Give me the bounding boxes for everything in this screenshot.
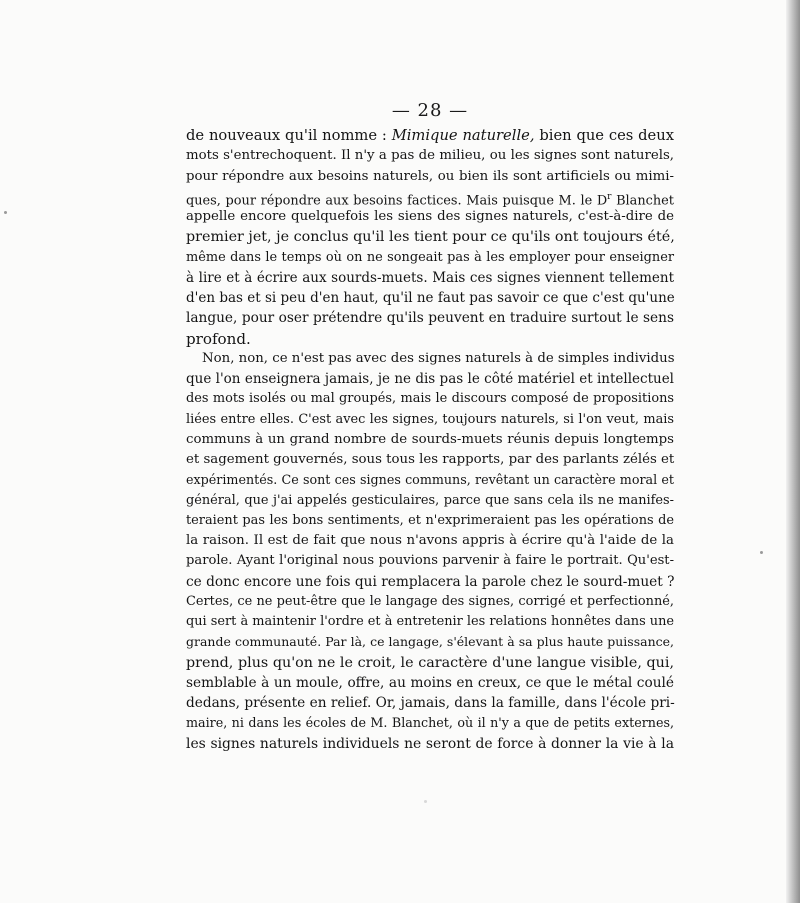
- text-line: de nouveaux qu'il nomme : Mimique naturelle, bien que ces deux: [186, 127, 674, 144]
- text-line: même dans le temps où on ne songeait pas à les employer pour enseigner: [186, 249, 674, 265]
- text-line: communs à un grand nombre de sourds-muets réunis depuis longtemps: [186, 431, 674, 447]
- text-line: liées entre elles. C'est avec les signes, toujours naturels, si l'on veut, mais: [186, 411, 674, 427]
- paragraph-1: [186, 126, 674, 349]
- page-number: — 28 —: [391, 100, 469, 121]
- text-line: Non, non, ce n'est pas avec des signes naturels à de simples individus: [202, 350, 675, 366]
- page-edge-shadow: [786, 0, 800, 903]
- text-line: mots s'entrechoquent. Il n'y a pas de milieu, ou les signes sont naturels,: [186, 148, 674, 164]
- text-line: appelle encore quelquefois les siens des signes naturels, c'est-à-dire de: [186, 209, 674, 224]
- text-line: maire, ni dans les écoles de M. Blanchet, où il n'y a que de petits externes,: [186, 715, 674, 731]
- text-line: la raison. Il est de fait que nous n'avons appris à écrire qu'à l'aide de la: [186, 533, 674, 548]
- text-line: des mots isolés ou mal groupés, mais le discours composé de propositions: [186, 391, 674, 407]
- text-line: semblable à un moule, offre, au moins en creux, ce que le métal coulé: [186, 674, 674, 691]
- text-line: expérimentés. Ce sont ces signes communs, revêtant un caractère moral et: [186, 472, 674, 488]
- superscript: r: [607, 191, 612, 202]
- paragraph-2: [186, 349, 674, 754]
- text-line: parole. Ayant l'original nous pouvions parvenir à faire le portrait. Qu'est-: [186, 553, 674, 569]
- text-line: les signes naturels individuels ne seront de force à donner la vie à la: [186, 735, 674, 752]
- text-line: dedans, présente en relief. Or, jamais, dans la famille, dans l'école pri-: [186, 695, 675, 711]
- text-line: teraient pas les bons sentiments, et n'exprimeraient pas les opérations de: [186, 512, 674, 528]
- body-text: [186, 126, 674, 754]
- text-line: langue, pour oser prétendre qu'ils peuvent en traduire surtout le sens: [186, 310, 674, 327]
- text-line: que l'on enseignera jamais, je ne dis pas le côté matériel et intellectuel: [186, 371, 674, 387]
- text-line: pour répondre aux besoins naturels, ou bien ils sont artificiels ou mimi-: [186, 168, 674, 184]
- italic-term: Mimique naturelle,: [391, 127, 535, 144]
- text-line: général, que j'ai appelés gesticulaires, parce que sans cela ils ne manifes-: [186, 492, 674, 508]
- paper-speck: [760, 551, 763, 554]
- text-line: à lire et à écrire aux sourds-muets. Mais ces signes viennent tellement: [186, 269, 674, 286]
- text-line: ce donc encore une fois qui remplacera la parole chez le sourd-muet ?: [186, 573, 675, 590]
- text-line: grande communauté. Par là, ce langage, s'élevant à sa plus haute puissance,: [186, 634, 674, 650]
- text-line: et sagement gouvernés, sous tous les rapports, par des parlants zélés et: [186, 452, 675, 467]
- text-line: Certes, ce ne peut-être que le langage des signes, corrigé et perfectionné,: [186, 593, 674, 609]
- text-line: premier jet, je conclus qu'il les tient pour ce qu'ils ont toujours été,: [186, 229, 675, 246]
- paper-speck: [424, 800, 427, 803]
- paper-speck: [4, 211, 7, 214]
- text-line: d'en bas et si peu d'en haut, qu'il ne faut pas savoir ce que c'est qu'une: [186, 290, 675, 306]
- text-line: profond.: [186, 329, 251, 348]
- text-line: prend, plus qu'on ne le croit, le caractère d'une langue visible, qui,: [186, 654, 674, 671]
- text-line: qui sert à maintenir l'ordre et à entretenir les relations honnêtes dans une: [186, 614, 675, 629]
- text-line: ques, pour répondre aux besoins factices. Mais puisque M. le $D^r$ Blanchet: [186, 191, 674, 209]
